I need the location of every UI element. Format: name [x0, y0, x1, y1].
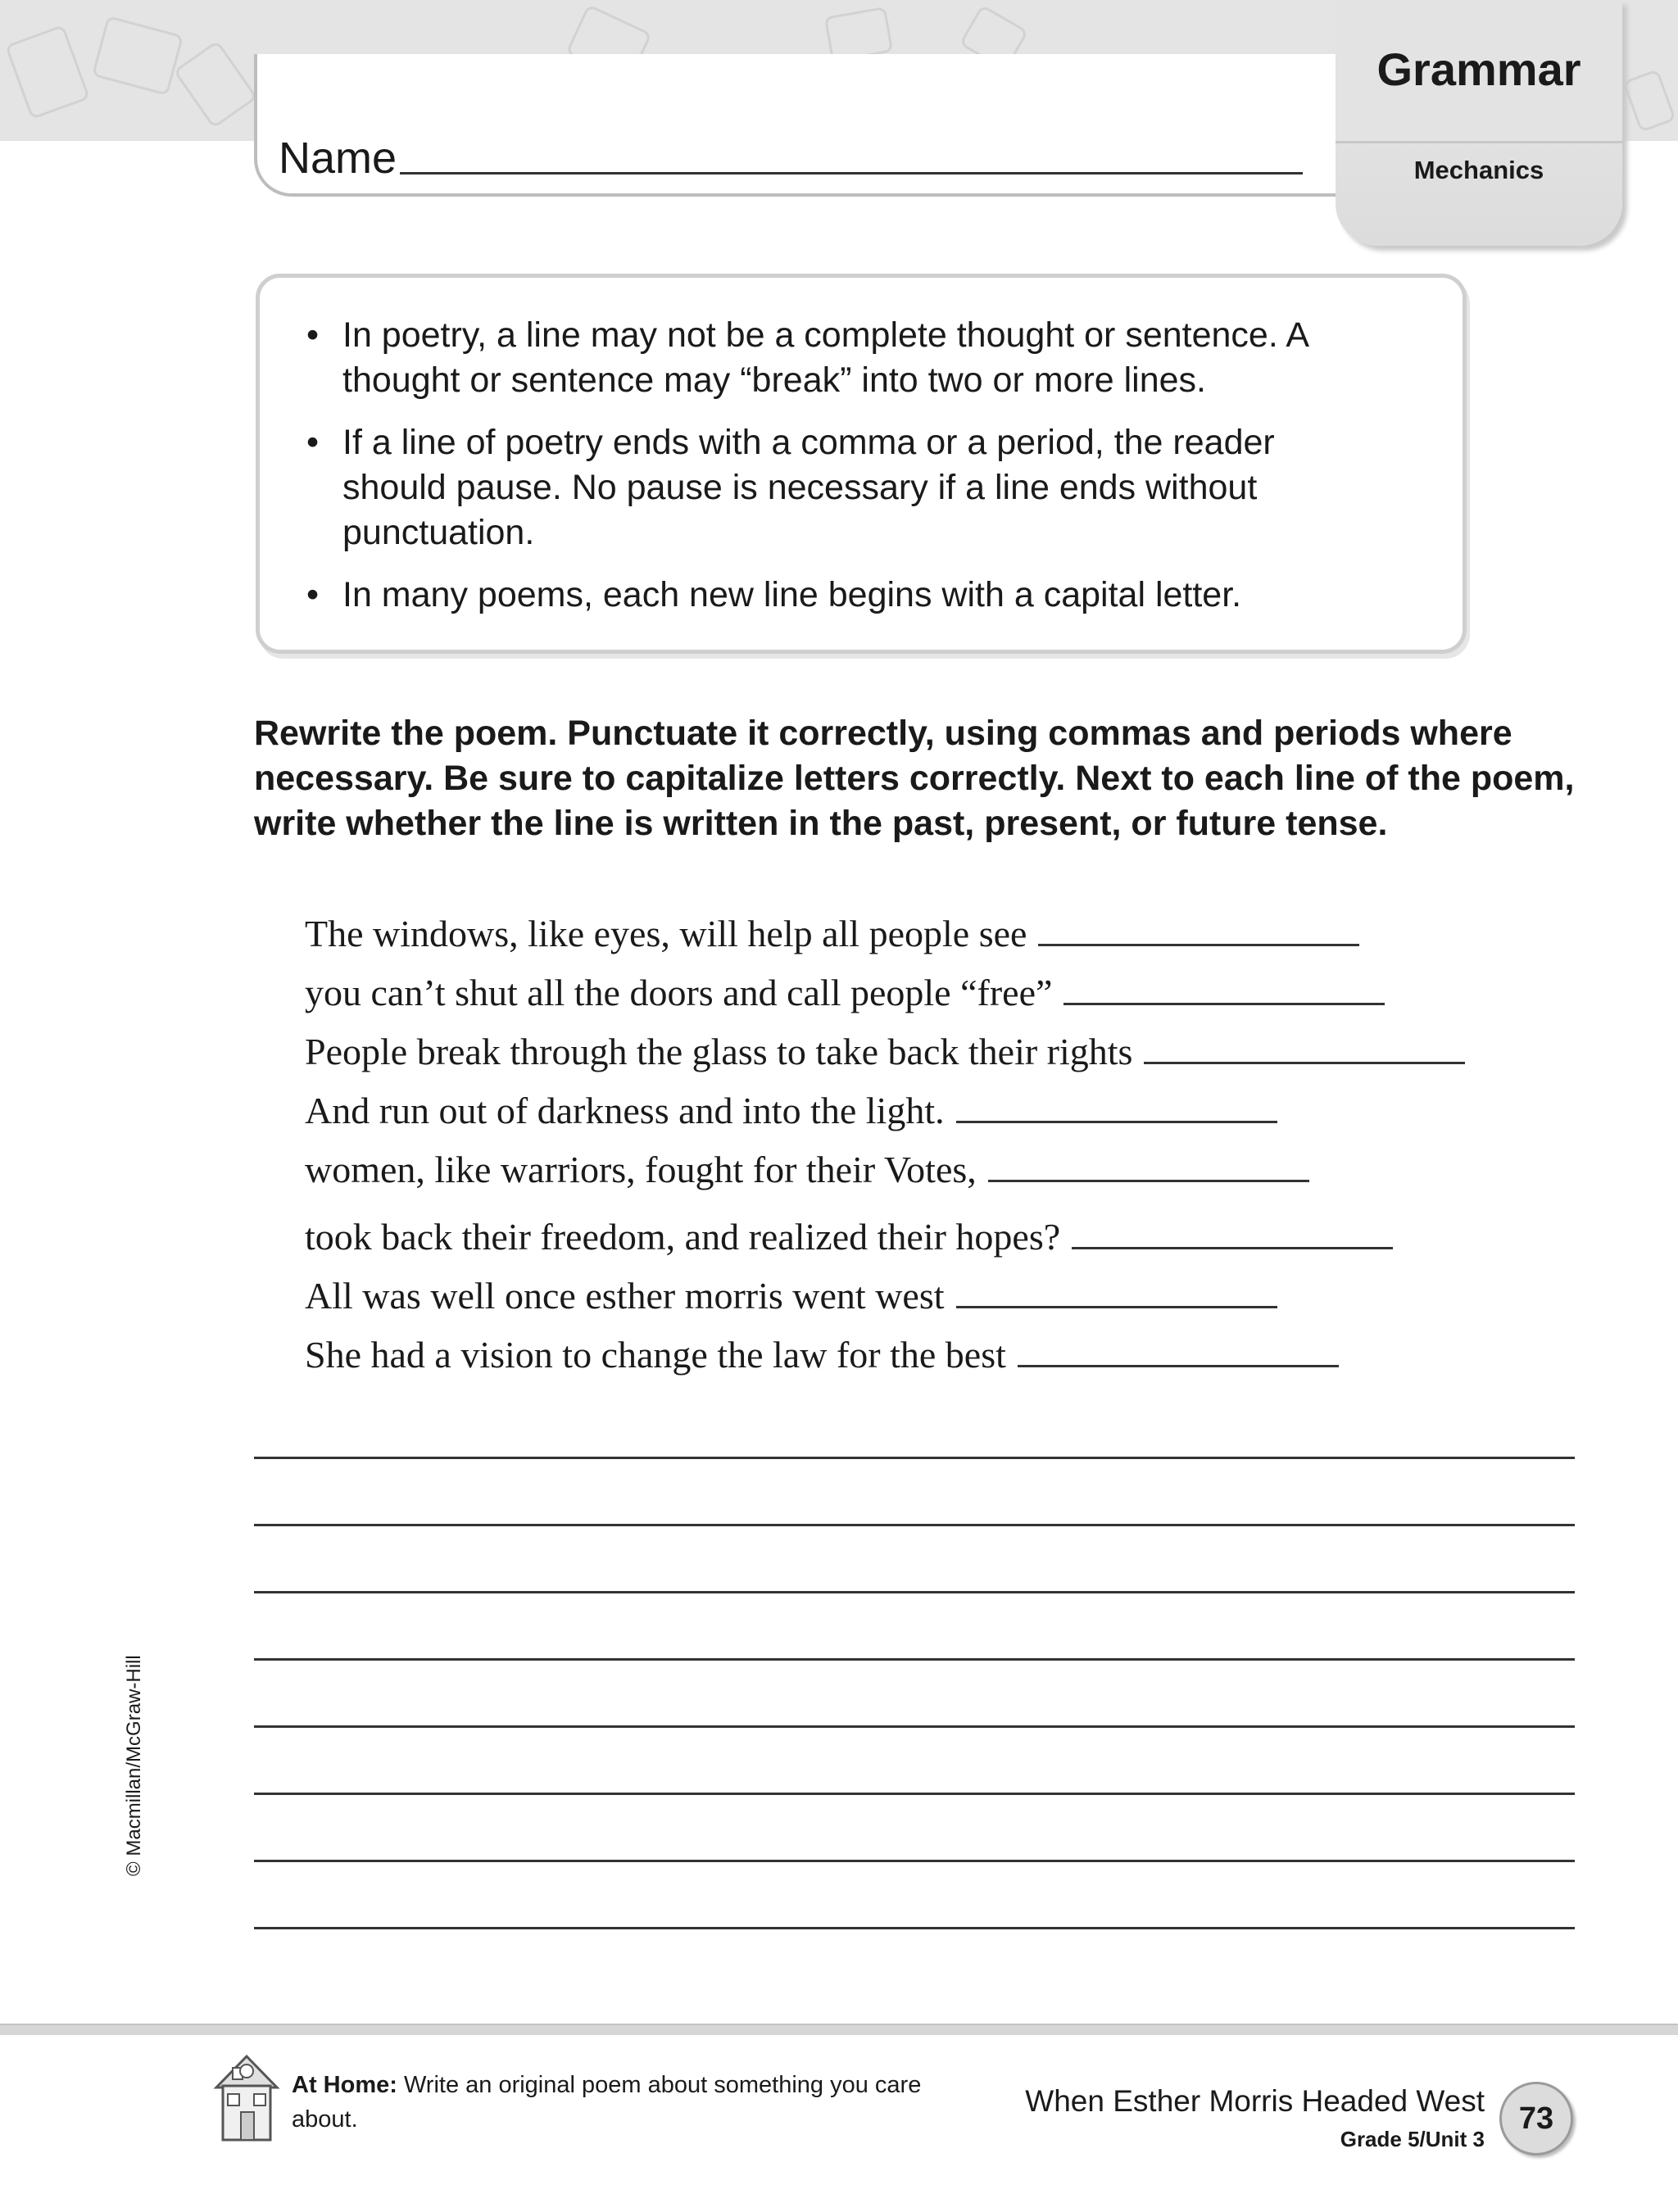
page-number-badge: 73 [1499, 2082, 1573, 2155]
poem-line [305, 1215, 1393, 1258]
at-home-note [292, 2068, 964, 2137]
grade-unit: Grade 5/Unit 3 [1340, 2127, 1485, 2151]
tense-answer-blank[interactable] [1063, 1001, 1385, 1005]
copyright-notice: © Macmillan/McGraw-Hill [123, 1655, 145, 1876]
rule-text: If a line of poetry ends with a comma or a period, the reader should pause. No pause is necessary if a line ends without punctuation. [342, 423, 1275, 552]
writing-line[interactable] [254, 1725, 1575, 1728]
bullet-icon: • [306, 575, 320, 614]
book-doodle [92, 16, 184, 96]
pencil-doodle [5, 25, 90, 120]
poem-line-text: All was well once esther morris went west [305, 1275, 945, 1317]
poem-line-text: women, like warriors, fought for their Votes, [305, 1149, 977, 1190]
rule-item [306, 313, 1388, 403]
poem-line [305, 1333, 1339, 1376]
poem-line-text: took back their freedom, and realized their hopes? [305, 1216, 1061, 1258]
writing-line[interactable] [254, 1591, 1575, 1593]
writing-line[interactable] [254, 1457, 1575, 1459]
tense-answer-blank[interactable] [1038, 942, 1359, 946]
tense-answer-blank[interactable] [1072, 1245, 1393, 1249]
poem-line-text: you can’t shut all the doors and call people “free” [305, 972, 1053, 1013]
poem-line-text: And run out of darkness and into the light. [305, 1090, 945, 1131]
rule-item [306, 420, 1388, 555]
at-home-label: At Home: [292, 2072, 397, 2098]
writing-line[interactable] [254, 1793, 1575, 1795]
bullet-icon: • [306, 423, 320, 462]
tense-answer-blank[interactable] [1144, 1060, 1465, 1064]
section-subtitle: Mechanics [1413, 156, 1544, 184]
section-title: Grammar [1376, 43, 1581, 95]
rule-text: In many poems, each new line begins with a capital letter. [342, 575, 1242, 614]
rule-text: In poetry, a line may not be a complete thought or sentence. A thought or sentence may “break” into two or more lines. [342, 315, 1308, 400]
bullet-icon: • [306, 315, 320, 355]
poem-line [305, 1030, 1465, 1073]
instructions: Rewrite the poem. Punctuate it correctly, using commas and periods where necessary. Be sure to capitalize letters correctly. Next to each line of the poem, write whether the line is written in the past, present, or future tense. [254, 714, 1575, 843]
tense-answer-blank[interactable] [1018, 1363, 1339, 1367]
writing-line[interactable] [254, 1860, 1575, 1862]
poem-line-text: She had a vision to change the law for the best [305, 1334, 1006, 1376]
poem-line [305, 1089, 1277, 1132]
name-field-line[interactable] [400, 172, 1303, 175]
pencil-doodle [1622, 69, 1676, 133]
poem-line [305, 1148, 1309, 1191]
tense-answer-blank[interactable] [956, 1119, 1277, 1123]
house-icon [210, 2047, 283, 2145]
writing-line[interactable] [254, 1927, 1575, 1929]
tense-answer-blank[interactable] [956, 1304, 1277, 1308]
poem-line [305, 1274, 1277, 1317]
writing-line[interactable] [254, 1658, 1575, 1661]
name-panel [254, 54, 1347, 197]
pencil-doodle [173, 40, 257, 129]
poem-line-text: People break through the glass to take back their rights [305, 1031, 1133, 1072]
tense-answer-blank[interactable] [988, 1178, 1309, 1182]
writing-line[interactable] [254, 1524, 1575, 1526]
story-title: When Esther Morris Headed West [1025, 2084, 1485, 2118]
poem-line-text: The windows, like eyes, will help all people see [305, 913, 1027, 954]
at-home-text: Write an original poem about something you care about. [292, 2072, 922, 2133]
footer-divider [0, 2024, 1678, 2035]
name-label: Name [279, 134, 397, 183]
poem-line [305, 971, 1385, 1014]
poem-line [305, 912, 1359, 955]
rule-item [306, 573, 1388, 618]
